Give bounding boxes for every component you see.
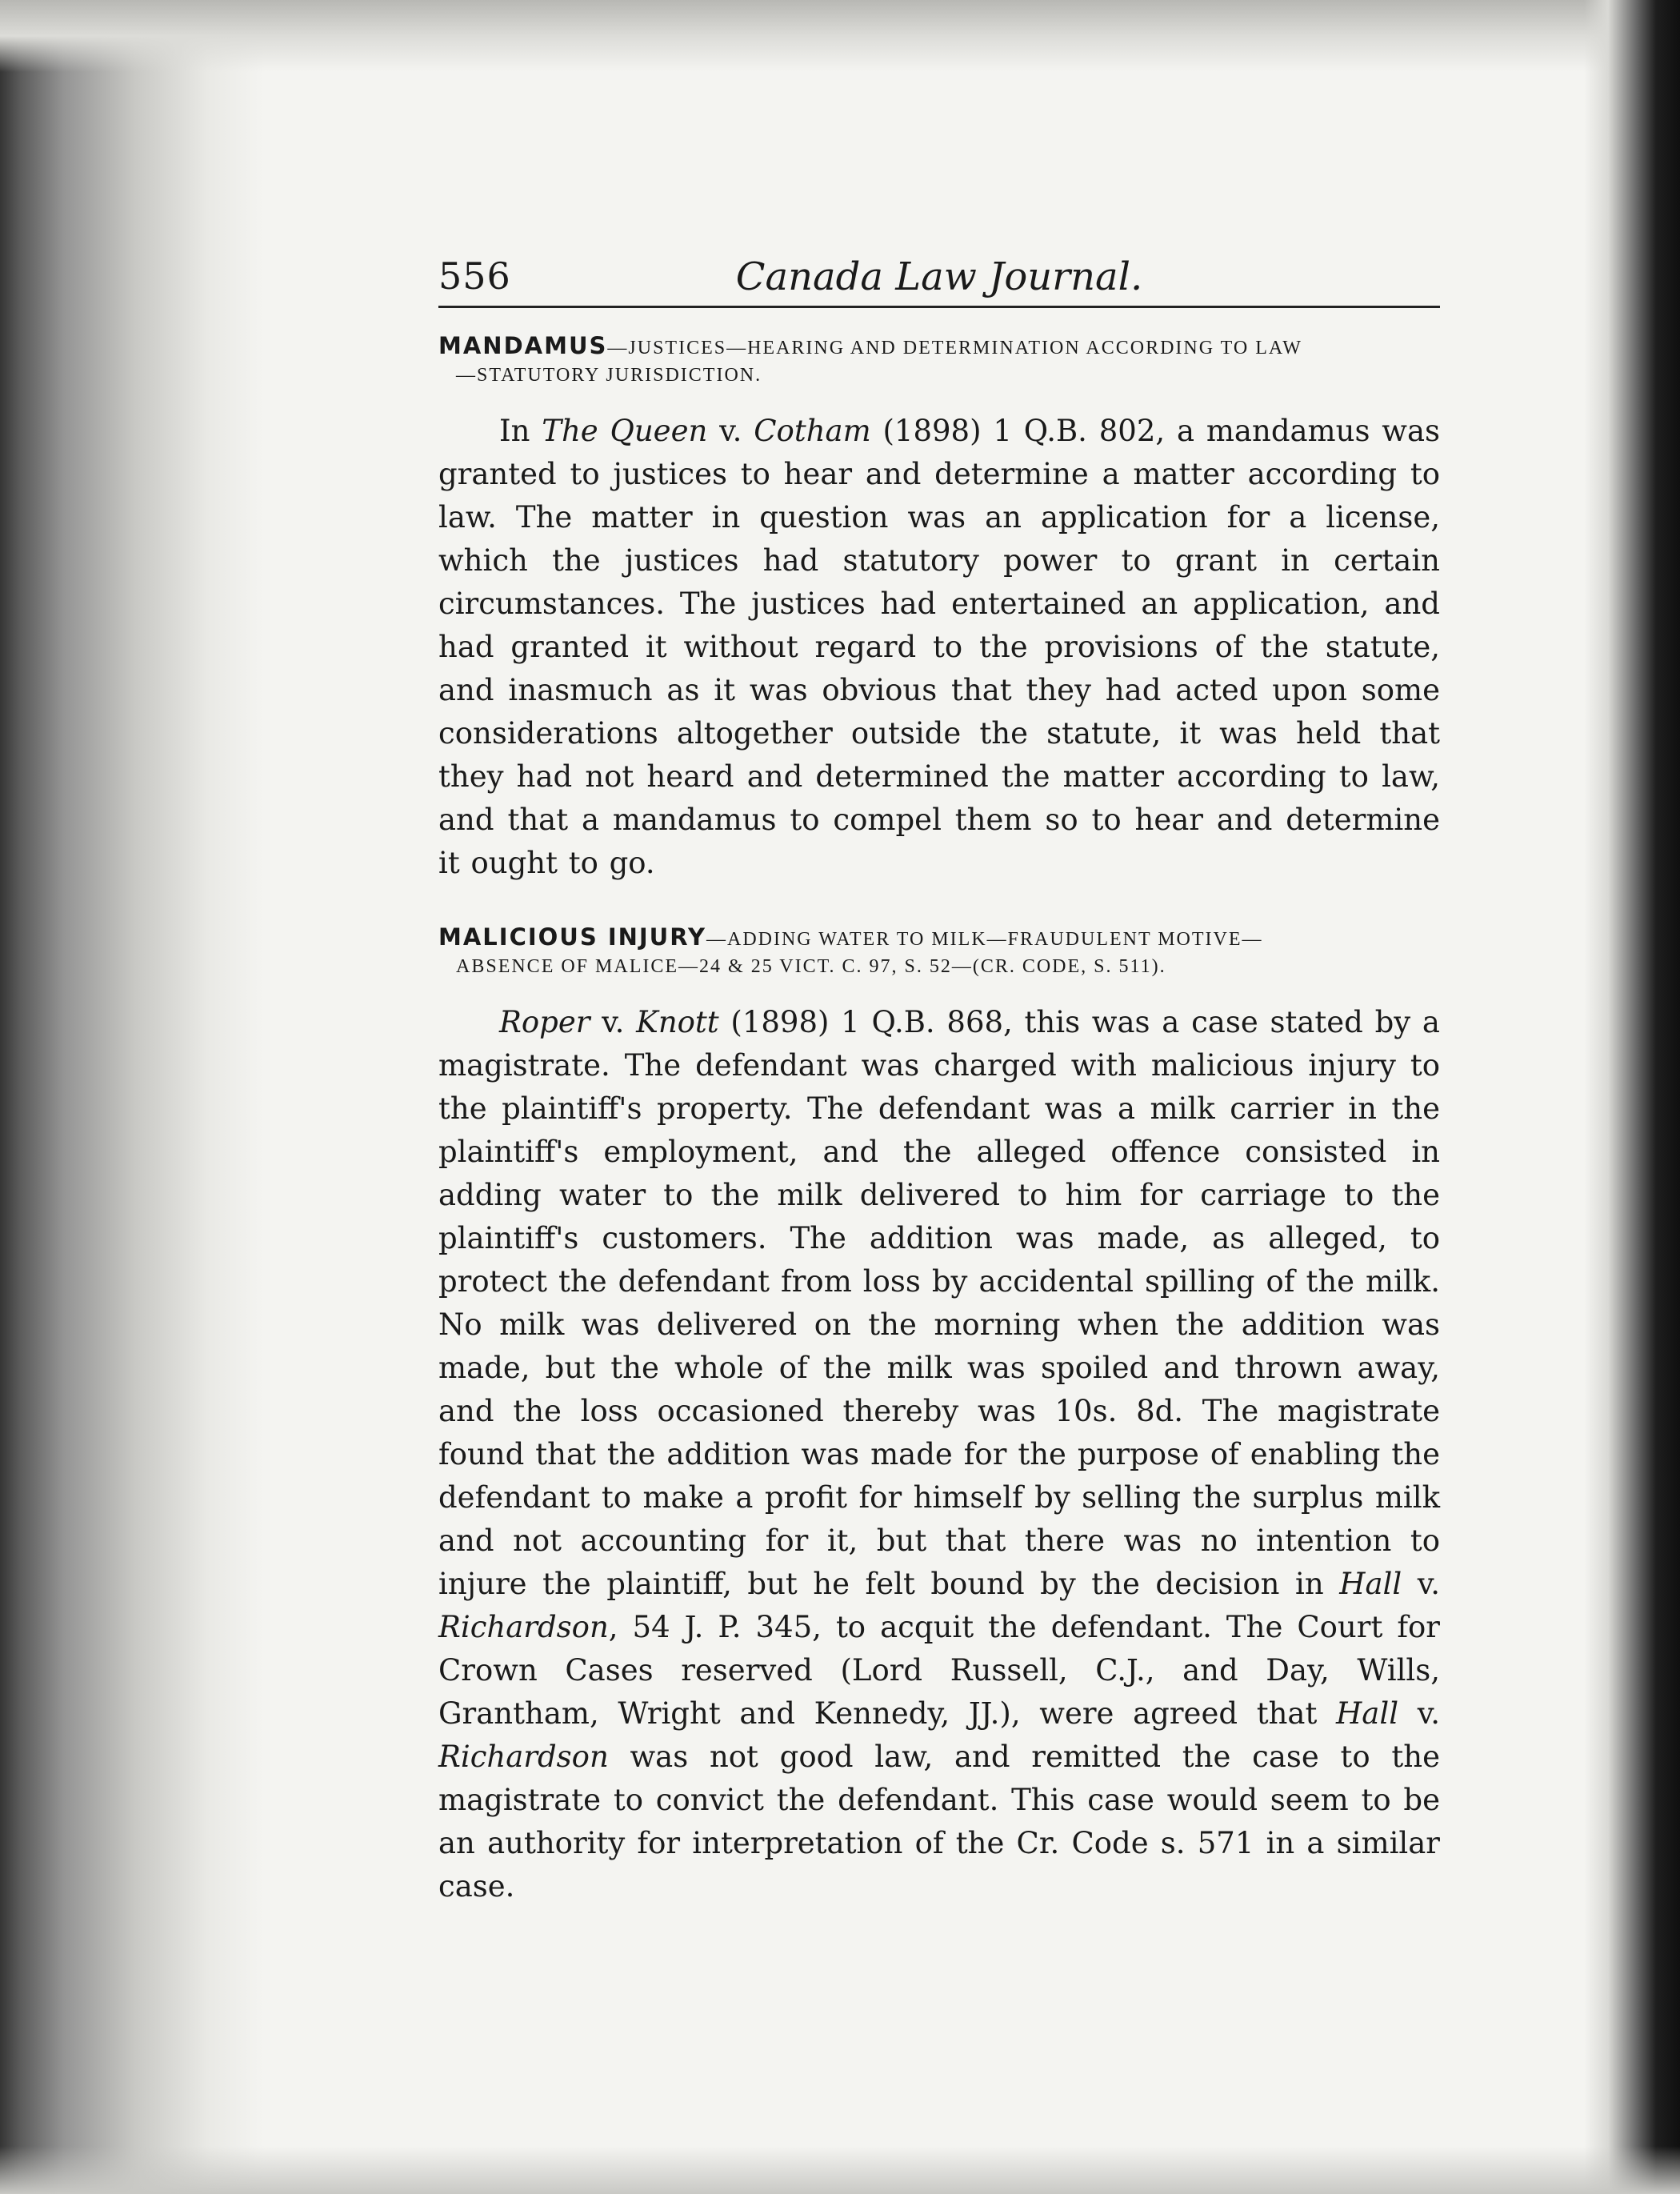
heading-rest: —ADDING WATER TO MILK—FRAUDULENT MOTIVE— (706, 929, 1263, 950)
heading-lead: MANDAMUS (438, 332, 608, 359)
page-number: 556 (438, 254, 511, 298)
case-name: Roper (499, 1005, 590, 1039)
text-run: v. (707, 414, 754, 448)
heading-lead: MALICIOUS INJURY (438, 923, 706, 951)
section-malicious-injury (438, 923, 1440, 1908)
heading-continuation: —STATUTORY JURISDICTION. (456, 365, 762, 386)
text-run: v. (1402, 1567, 1440, 1601)
case-name: Richardson (438, 1740, 609, 1774)
journal-title: Canada Law Journal. (735, 254, 1143, 299)
case-name: Knott (636, 1005, 719, 1039)
scan-shadow-left (0, 0, 264, 2194)
case-name: Cotham (754, 414, 871, 448)
text-run: In (499, 414, 542, 448)
text-run: was not good law, and remitted the case to the magistrate to convict the defendant. This case would seem to be an authority for interpretation of the Cr. Code s. 571 in a similar case. (438, 1740, 1440, 1904)
section-paragraph (438, 1001, 1440, 1908)
text-run: v. (1398, 1696, 1440, 1731)
section-paragraph (438, 410, 1440, 885)
section-heading (438, 332, 1440, 389)
heading-rest: —JUSTICES—HEARING AND DETERMINATION ACCORDING TO LAW (607, 338, 1302, 358)
text-run: , 54 J. P. 345, to acquit the defendant. The Court for Crown Cases reserved (Lord Russell, C.J., and Day, Wills, Grantham, Wright and Kennedy, JJ.), were agreed that (438, 1610, 1440, 1731)
text-run: (1898) 1 Q.B. 802, a mandamus was granted to justices to hear and determine a matter according to law. The matter in question was an application for a license, which the justices had statutory power to grant in certain circumstances. The justices had entertained an application, and had granted it without regard to the provisions of the statute, and inasmuch as it was obvious that they had acted upon some considerations altogether outside the statute, it was held that they had not heard and determined the matter according to law, and that a mandamus to compel them so to hear and determine it ought to go. (438, 414, 1441, 880)
case-name: Hall (1336, 1696, 1399, 1731)
section-heading (438, 923, 1440, 980)
scan-shadow-right (1584, 0, 1680, 2194)
case-name: Richardson (438, 1610, 609, 1644)
section-mandamus (438, 332, 1440, 885)
case-name: The Queen (542, 414, 708, 448)
case-name: Hall (1339, 1567, 1402, 1601)
heading-continuation: ABSENCE OF MALICE—24 & 25 VICT. C. 97, S. 52—(CR. CODE, S. 511). (456, 956, 1166, 977)
journal-page (438, 254, 1440, 1908)
scan-shadow-bottom (0, 2146, 1680, 2194)
scan-shadow-top (0, 0, 1680, 72)
text-run: v. (590, 1005, 637, 1039)
running-head (438, 254, 1440, 308)
text-run: (1898) 1 Q.B. 868, this was a case stated by a magistrate. The defendant was charged with malicious injury to the plaintiff's property. The defendant was a milk carrier in the plaintiff's employment, and the alleged offence consisted in adding water to the milk delivered to him for carriage to the plaintiff's customers. The addition was made, as alleged, to protect the defendant from loss by accidental spilling of the milk. No milk was delivered on the morning when the addition was made, but the whole of the milk was spoiled and thrown away, and the loss occasioned thereby was 10s. 8d. The magistrate found that the addition was made for the purpose of enabling the defendant to make a profit for himself by selling the surplus milk and not accounting for it, but that there was no intention to injure the plaintiff, but he felt bound by the decision in (438, 1005, 1440, 1601)
